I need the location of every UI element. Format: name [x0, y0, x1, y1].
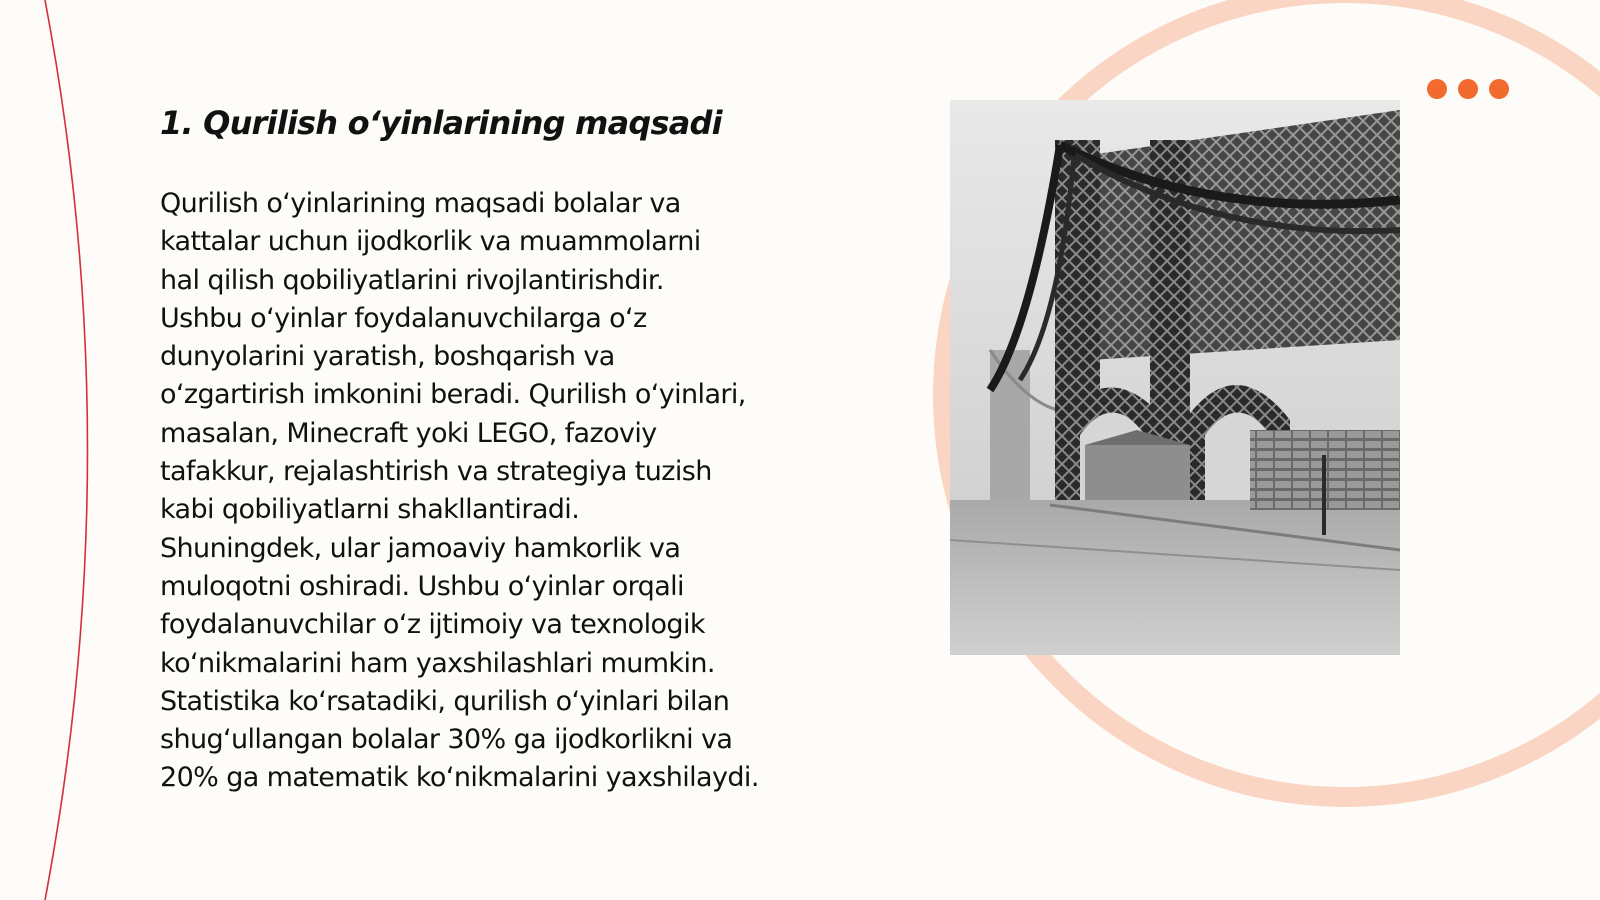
- bridge-construction-photo: [950, 100, 1400, 655]
- decorative-left-curve: [45, 0, 88, 900]
- dot: [1427, 79, 1447, 99]
- body-line: Statistika ko‘rsatadiki, qurilish o‘yinlari bilan: [160, 685, 730, 717]
- body-line: Ushbu o‘yinlar foydalanuvchilarga o‘z: [160, 302, 647, 334]
- body-line: foydalanuvchilar o‘z ijtimoiy va texnologik: [160, 609, 705, 641]
- body-line: 20% ga matematik ko‘nikmalarini yaxshilaydi.: [160, 762, 759, 794]
- body-line: dunyolarini yaratish, boshqarish va: [160, 341, 615, 373]
- body-line: hal qilish qobiliyatlarini rivojlantirishdir.: [160, 264, 664, 296]
- body-line: tafakkur, rejalashtirish va strategiya tuzish: [160, 456, 712, 488]
- body-line: muloqotni oshiradi. Ushbu o‘yinlar orqali: [160, 570, 684, 602]
- menu-dots-icon: [1427, 79, 1509, 99]
- body-line: shug‘ullangan bolalar 30% ga ijodkorlikni va: [160, 724, 733, 756]
- bridge-illustration: [950, 100, 1400, 655]
- dot: [1458, 79, 1478, 99]
- body-line: kattalar uchun ijodkorlik va muammolarni: [160, 226, 701, 258]
- body-line: Shuningdek, ular jamoaviy hamkorlik va: [160, 532, 681, 564]
- body-line: masalan, Minecraft yoki LEGO, fazoviy: [160, 417, 657, 449]
- dot: [1489, 79, 1509, 99]
- body-line: o‘zgartirish imkonini beradi. Qurilish o‘yinlari,: [160, 379, 746, 411]
- slide-body-text: [160, 185, 860, 798]
- body-line: ko‘nikmalarini ham yaxshilashlari mumkin.: [160, 647, 715, 679]
- body-line: kabi qobiliyatlarni shakllantiradi.: [160, 494, 580, 526]
- body-line: Qurilish o‘yinlarining maqsadi bolalar va: [160, 188, 681, 219]
- slide-title: 1. Qurilish o‘yinlarining maqsadi: [160, 104, 722, 142]
